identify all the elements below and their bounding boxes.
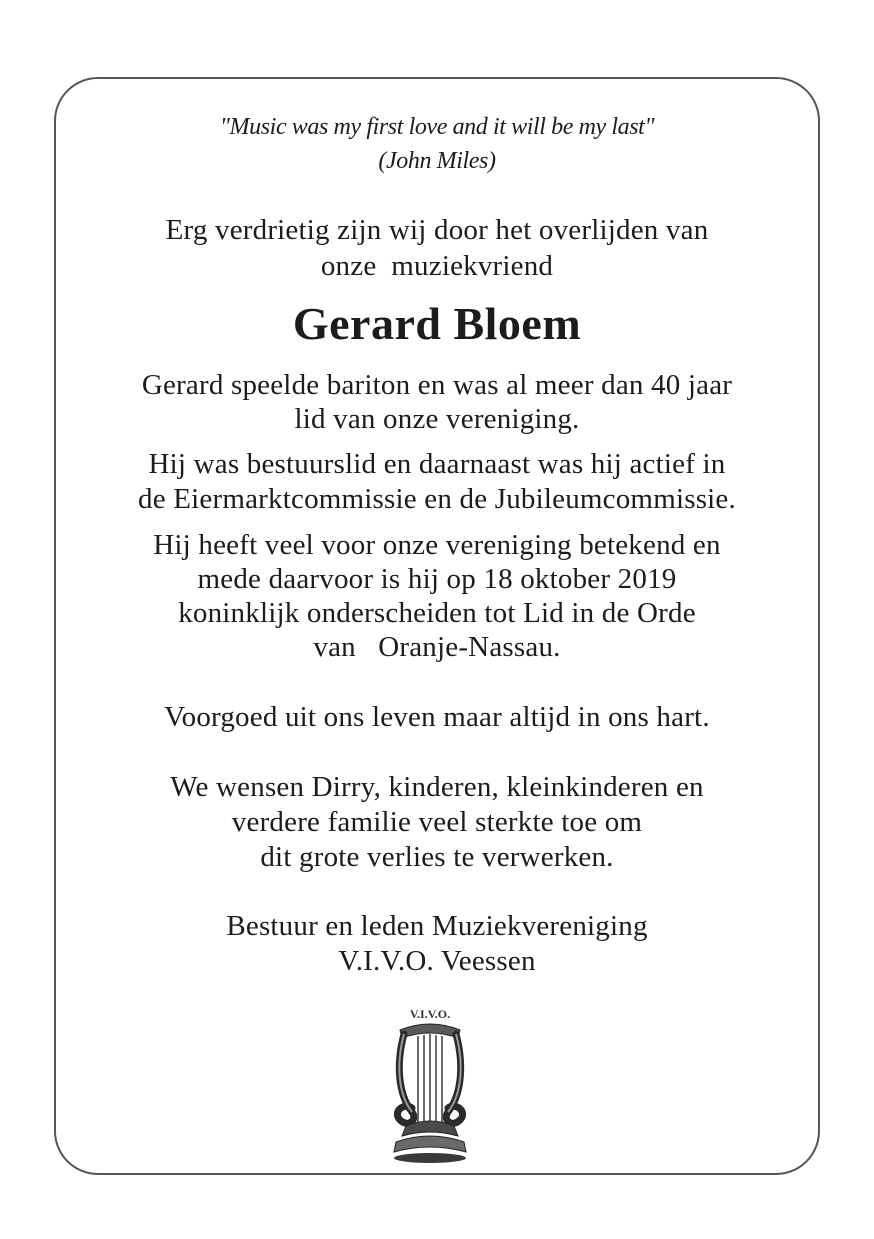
paragraph-2-line-1: Hij was bestuurslid en daarnaast was hij actief in [148, 448, 726, 480]
paragraph-3-line-2: mede daarvoor is hij op 18 oktober 2019 [197, 563, 677, 595]
logo-text: V.I.V.O. [409, 1007, 451, 1021]
signature-line-2: V.I.V.O. Veessen [338, 945, 536, 977]
intro-line-1: Erg verdrietig zijn wij door het overlijden van [165, 214, 709, 246]
quote-author: (John Miles) [378, 148, 496, 174]
paragraph-1-line-1: Gerard speelde bariton en was al meer dan 40 jaar [141, 369, 733, 401]
paragraph-3-line-3: koninklijk onderscheiden tot Lid in de Orde [178, 597, 696, 629]
paragraph-3-line-4: van Oranje-Nassau. [313, 631, 561, 663]
paragraph-3-line-1: Hij heeft veel voor onze vereniging betekend en [153, 529, 721, 561]
lyre-icon [378, 1004, 482, 1166]
farewell-text: Voorgoed uit ons leven maar altijd in ons hart. [164, 701, 710, 733]
intro-line-2: onze muziekvriend [320, 250, 554, 282]
signature-line-1: Bestuur en leden Muziekvereniging [226, 910, 648, 942]
paragraph-2-line-2: de Eiermarktcommissie en de Jubileumcommissie. [138, 483, 736, 515]
deceased-name: Gerard Bloem [292, 298, 582, 349]
paragraph-1-line-2: lid van onze vereniging. [294, 403, 580, 435]
condolence-line-2: verdere familie veel sterkte toe om [231, 806, 643, 838]
condolence-line-3: dit grote verlies te verwerken. [260, 841, 614, 873]
quote-text: "Music was my first love and it will be my last" [219, 114, 655, 140]
condolence-line-1: We wensen Dirry, kinderen, kleinkinderen en [170, 771, 704, 803]
